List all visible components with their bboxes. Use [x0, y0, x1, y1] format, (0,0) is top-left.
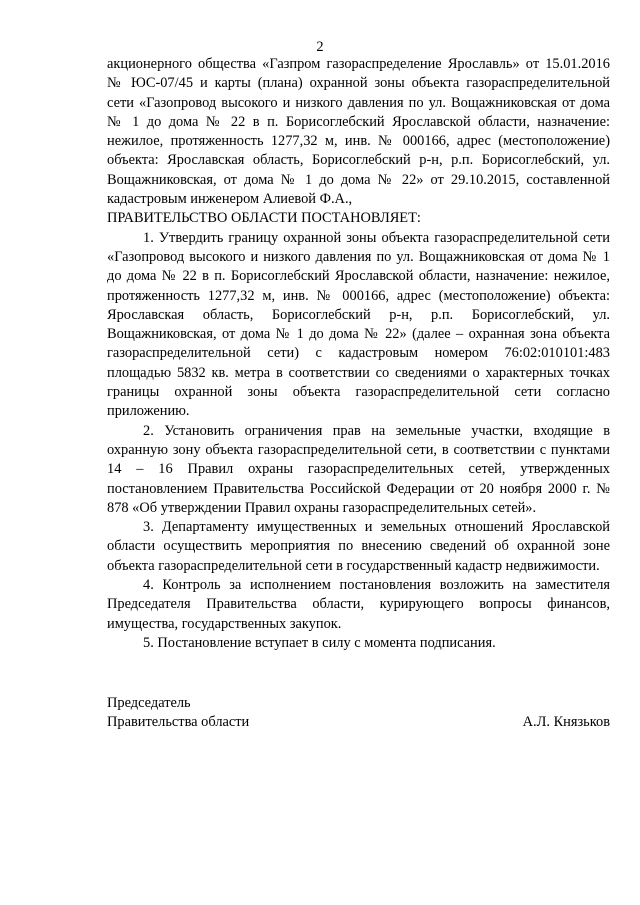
signatory-name: А.Л. Князьков — [522, 714, 610, 731]
document-body — [107, 55, 610, 653]
resolution-item-4: 4. Контроль за исполнением постановления возложить на заместителя Председателя Правительства области, курирующего вопросы финансов, имущества, государственных закупок. — [107, 577, 610, 632]
intro-paragraph: акционерного общества «Газпром газораспределение Ярославль» от 15.01.2016 № ЮС-07/45 и карты (плана) охранной зоны объекта газораспределительной сети «Газопровод высокого и низкого давления по ул. Вощажниковская от дома № 1 до дома № 22 в п. Борисоглебский Ярославской области, назначение: нежилое, протяженность 1277,32 м, инв. № 000166, адрес (местоположение) объекта: Ярославская область, Борисоглебский р-н, р.п. Борисоглебский, ул. Вощажниковская, от дома № 1 до дома № 22» от 29.10.2015, составленной кадастровым инженером Алиевой Ф.А., — [107, 56, 610, 208]
resolution-heading: ПРАВИТЕЛЬСТВО ОБЛАСТИ ПОСТАНОВЛЯЕТ: — [107, 210, 421, 227]
resolution-item-1: 1. Утвердить границу охранной зоны объекта газораспределительной сети «Газопровод высокого и низкого давления по ул. Вощажниковская от дома № 1 до дома № 22 в п. Борисоглебский Ярославской области, назначение: нежилое, протяженность 1277,32 м, инв. № 000166, адрес (местоположение) объекта: Ярославская область, Борисоглебский р-н, р.п. Борисоглебский, ул. Вощажниковская, от дома № 1 до дома № 22» (далее – охранная зона объекта газораспределительной сети) с кадастровым номером 76:02:010101:483 площадью 5832 кв. метра в соответствии со сведениями о характерных точках границы охранной зоны объекта газораспределительной сети согласно приложению. — [107, 229, 610, 420]
signatory-title-line1: Председатель — [107, 695, 191, 711]
signatory-title-line2: Правительства области — [107, 714, 250, 731]
signature-block — [107, 694, 610, 733]
resolution-item-3: 3. Департаменту имущественных и земельных отношений Ярославской области осуществить мероприятия по внесению сведений об охранной зоне объекта газораспределительной сети в государственный кадастр недвижимости. — [107, 519, 610, 574]
page-number: 2 — [316, 39, 324, 55]
signature-row — [107, 713, 610, 732]
resolution-item-2: 2. Установить ограничения прав на земельные участки, входящие в охранную зону объекта газораспределительной сети, в соответствии с пунктами 14 – 16 Правил охраны газораспределительных сетей, утвержденных постановлением Правительства Российской Федерации от 20 ноября 2000 г. № 878 «Об утверждении Правил охраны газораспределительных сетей». — [107, 422, 610, 516]
resolution-item-5: 5. Постановление вступает в силу с момента подписания. — [143, 634, 496, 651]
